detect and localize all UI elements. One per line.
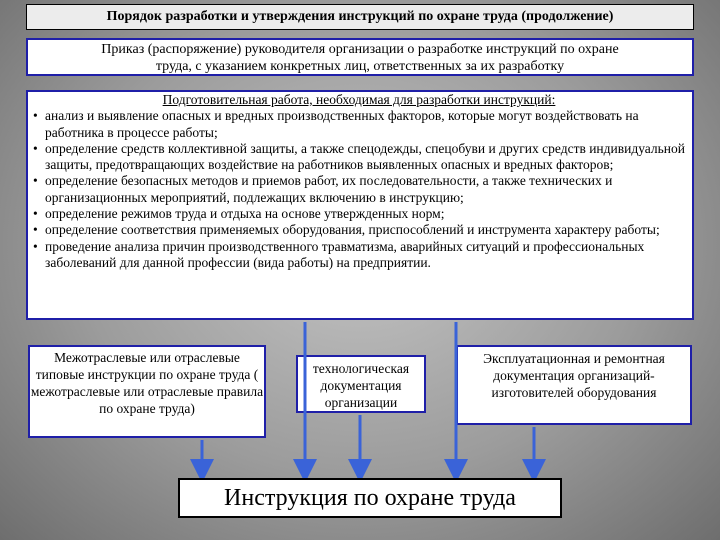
list-item: • определение соответствия применяемых оборудования, приспособлений и инструмента характеру работы; [34,222,686,238]
source-inter-industry-box: Межотраслевые или отраслевые типовые инструкции по охране труда ( межотраслевые или отраслевые правила по охране труда) [28,345,266,438]
source-exploitation-box: Эксплуатационная и ремонтная документация организаций-изготовителей оборудования [456,345,692,425]
order-box-line-2: труда, с указанием конкретных лиц, ответственных за их разработку [155,59,565,74]
list-item: • определение режимов труда и отдыха на основе утвержденных норм; [34,206,686,222]
list-item: • определение средств коллективной защиты, а также спецодежды, спецобуви и других средств индивидуальной защиты, предотвращающих воздействие на работников выявленных опасных и вредных факторов; [34,141,686,174]
source-tech-docs-box: технологическая документация организации [296,355,426,413]
list-item: • определение безопасных методов и приемов работ, их последовательности, а также технических и организационных мероприятий, подлежащих включению в инструкцию; [34,173,686,206]
page-title: Порядок разработки и утверждения инструкций по охране труда (продолжение) [26,4,694,30]
result-box: Инструкция по охране труда [178,478,562,518]
list-item: • анализ и выявление опасных и вредных производственных факторов, которые могут воздействовать на работника в процессе работы; [34,108,686,141]
preparatory-work-heading: Подготовительная работа, необходимая для разработки инструкций: [162,92,556,107]
order-box-line-1: Приказ (распоряжение) руководителя организации о разработке инструкций по охране [101,42,619,57]
list-item: • проведение анализа причин производственного травматизма, аварийных ситуаций и профессиональных заболеваний для данной профессии (вида работы) на предприятии. [34,239,686,272]
